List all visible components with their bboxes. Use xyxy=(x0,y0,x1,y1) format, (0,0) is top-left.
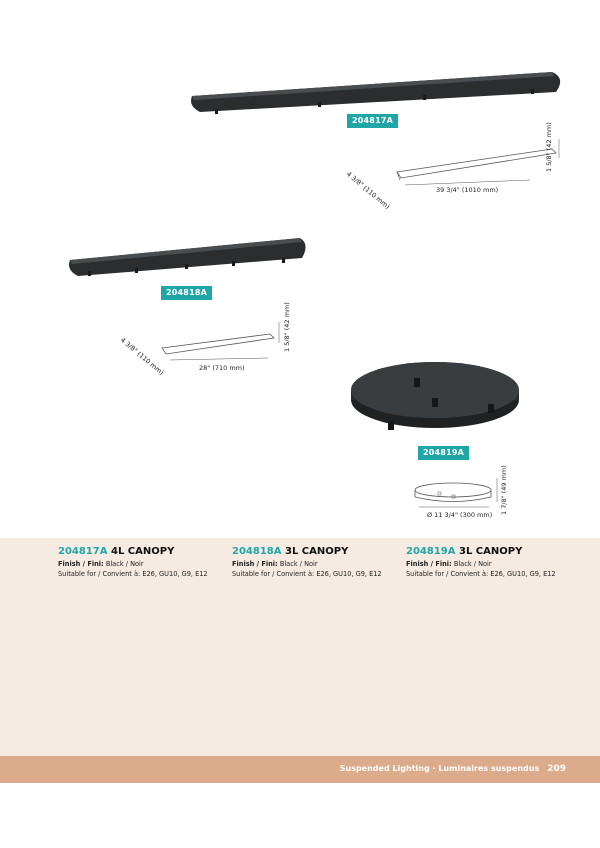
product-tag-204819A: 204819A xyxy=(418,446,469,460)
suitable-value: E26, GU10, G9, E12 xyxy=(316,570,382,578)
product-name: 3L CANOPY xyxy=(458,546,523,557)
suitable-line xyxy=(406,569,576,579)
page-number: 209 xyxy=(547,764,566,774)
dimension-length: 39 3/4" (1010 mm) xyxy=(436,186,499,194)
dimension-length: 28" (710 mm) xyxy=(199,364,245,372)
canopy-4l-drawing xyxy=(397,139,559,185)
product-info-204817A xyxy=(58,545,228,579)
section-title: Suspended Lighting · Luminaires suspendus xyxy=(339,764,540,773)
canopy-round-drawing xyxy=(415,478,497,507)
dimension-height: 1 5/8" (42 mm) xyxy=(545,122,553,172)
finish-label: Finish / Fini: xyxy=(232,560,278,568)
footer-text xyxy=(340,764,566,774)
dimension-height: 1 5/8" (42 mm) xyxy=(283,302,291,352)
finish-value: Black / Noir xyxy=(453,560,492,568)
suitable-value: E26, GU10, G9, E12 xyxy=(142,570,208,578)
product-title xyxy=(232,545,402,559)
dimension-depth: 4 3/8" (110 mm) xyxy=(344,170,392,211)
suitable-label: Suitable for / Convient à: xyxy=(232,570,315,578)
product-name: 3L CANOPY xyxy=(284,546,349,557)
suitable-line xyxy=(232,569,402,579)
dimension-height: 1 7/8" (49 mm) xyxy=(500,465,508,515)
finish-line xyxy=(232,559,402,569)
canopy-3l-image xyxy=(69,238,306,276)
product-name: 4L CANOPY xyxy=(110,546,175,557)
suitable-label: Suitable for / Convient à: xyxy=(58,570,141,578)
finish-label: Finish / Fini: xyxy=(58,560,104,568)
finish-line xyxy=(406,559,576,569)
canopy-4l-image xyxy=(191,72,560,114)
product-info-204819A xyxy=(406,545,576,579)
product-info-204818A xyxy=(232,545,402,579)
suitable-label: Suitable for / Convient à: xyxy=(406,570,489,578)
canopy-round-image xyxy=(351,362,519,430)
canopy-3l-drawing xyxy=(162,322,279,360)
product-code: 204818A xyxy=(232,546,282,557)
page-footer xyxy=(0,756,600,783)
product-tag-204817A: 204817A xyxy=(347,114,398,128)
dimension-diameter: Ø 11 3/4" (300 mm) xyxy=(427,511,493,519)
finish-value: Black / Noir xyxy=(105,560,144,568)
suitable-line xyxy=(58,569,228,579)
product-code: 204817A xyxy=(58,546,108,557)
product-title xyxy=(406,545,576,559)
product-code: 204819A xyxy=(406,546,456,557)
suitable-value: E26, GU10, G9, E12 xyxy=(490,570,556,578)
dimension-depth: 4 3/8" (110 mm) xyxy=(118,336,166,377)
product-tag-204818A: 204818A xyxy=(161,286,212,300)
finish-label: Finish / Fini: xyxy=(406,560,452,568)
finish-line xyxy=(58,559,228,569)
product-title xyxy=(58,545,228,559)
finish-value: Black / Noir xyxy=(279,560,318,568)
